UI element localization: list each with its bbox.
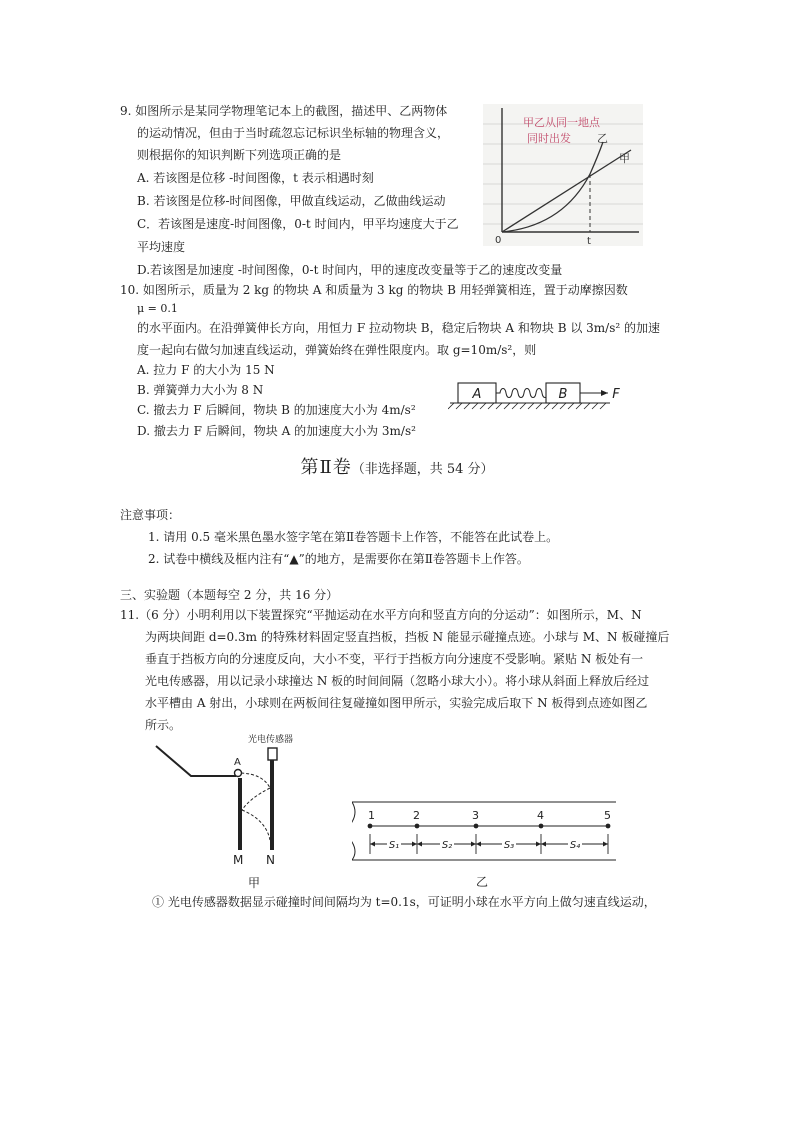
q11-stem-line-3: 垂直于挡板方向的分速度反向，大小不变，平行于挡板方向分速度不受影响。紧贴 N 板处有一 xyxy=(145,652,644,666)
q9-graph-photo xyxy=(483,104,643,246)
q11-stem-line-2: 为两块间距 d=0.3m 的特殊材料固定竖直挡板，挡板 N 能显示碰撞点迹。小球与 M、N 板碰撞后 xyxy=(145,630,670,644)
q10-option-d: D. 撤去力 F 后瞬间，物块 A 的加速度大小为 3m/s² xyxy=(137,424,416,438)
q9-option-c-cont: 平均速度 xyxy=(137,240,186,254)
q10-stem-line-1: 10. 如图所示，质量为 2 kg 的物块 A 和质量为 3 kg 的物块 B 用轻弹簧相连，置于动摩擦因数 xyxy=(120,283,628,297)
q11-fig-jia xyxy=(148,730,318,892)
q9-stem-line-1: 9. 如图所示是某同学物理笔记本上的截图，描述甲、乙两物体 xyxy=(120,104,448,118)
section-2-subtitle: （非选择题，共 54 分） xyxy=(351,462,494,477)
q9-stem-line-3: 则根据你的知识判断下列选项正确的是 xyxy=(137,148,342,162)
q11-stem-line-6: 所示。 xyxy=(145,718,182,732)
point-label-3: 3 xyxy=(472,809,479,822)
fig-jia-caption: 甲 xyxy=(248,876,261,890)
handwritten-note-line-1: 甲乙从同一地点 xyxy=(523,116,600,129)
fig-yi-caption: 乙 xyxy=(475,875,489,889)
point-label-4: 4 xyxy=(537,809,544,822)
segment-label-s2: S₂ xyxy=(441,840,453,851)
plate-n-label: N xyxy=(266,853,275,867)
t-label: t xyxy=(587,236,591,246)
q9-option-b: B. 若该图是位移-时间图像，甲做直线运动，乙做曲线运动 xyxy=(137,194,446,208)
section-2-heading: 第Ⅱ卷 xyxy=(300,457,352,478)
q9-option-a: A. 若该图是位移 -时间图像，t 表示相遇时刻 xyxy=(137,171,374,185)
trace-point-5 xyxy=(606,824,611,829)
force-arrow-head xyxy=(601,390,608,396)
paper-torn-edge xyxy=(352,802,355,860)
q10-blocks-figure xyxy=(448,380,628,412)
label-yi: 乙 xyxy=(597,132,608,145)
section-3-title: 三、实验题（本题每空 2 分，共 16 分） xyxy=(120,588,339,602)
photoelectric-sensor xyxy=(268,748,277,760)
ground-hatch xyxy=(448,403,606,409)
trace-point-4 xyxy=(539,824,544,829)
point-label-1: 1 xyxy=(368,809,375,822)
q9-option-d: D.若该图是加速度 -时间图像，0-t 时间内，甲的速度改变量等于乙的速度改变量 xyxy=(137,263,563,277)
segment-label-s1: S₁ xyxy=(388,840,400,851)
origin-label: 0 xyxy=(495,235,502,246)
point-label-2: 2 xyxy=(413,809,420,822)
notice-title: 注意事项： xyxy=(120,508,181,522)
notice-item-1: 1. 请用 0.5 毫米黑色墨水签字笔在第Ⅱ卷答题卡上作答，不能答在此试卷上。 xyxy=(148,530,559,544)
section-2-title xyxy=(0,453,794,479)
point-a-label: A xyxy=(234,757,241,768)
spring xyxy=(496,389,552,398)
q11-stem-line-4: 光电传感器，用以记录小球撞达 N 板的时间间隔（忽略小球大小）。将小球从斜面上释放后经过 xyxy=(145,674,650,688)
ball-at-a xyxy=(235,770,242,777)
q11-sub-question-1: ① 光电传感器数据显示碰撞时间间隔均为 t=0.1s，可证明小球在水平方向上做匀速直线运动， xyxy=(152,895,656,909)
segment-label-s4: S₄ xyxy=(569,840,581,851)
handwritten-note-line-2: 同时出发 xyxy=(527,132,571,145)
trace-point-3 xyxy=(474,824,479,829)
block-b-label: B xyxy=(558,387,568,402)
trace-point-2 xyxy=(415,824,420,829)
plate-m-label: M xyxy=(233,853,244,867)
incline-and-groove xyxy=(156,746,236,776)
point-label-5: 5 xyxy=(604,809,611,822)
q9-stem-line-2: 的运动情况，但由于当时疏忽忘记标识坐标轴的物理含义， xyxy=(137,126,450,140)
q10-option-b: B. 弹簧弹力大小为 8 N xyxy=(137,383,264,397)
q9-option-c: C．若该图是速度-时间图像，0-t 时间内，甲平均速度大于乙 xyxy=(137,217,459,231)
sensor-label: 光电传感器 xyxy=(248,735,294,745)
trajectory-1 xyxy=(241,773,270,788)
q10-option-c: C. 撤去力 F 后瞬间，物块 B 的加速度大小为 4m/s² xyxy=(137,403,416,417)
q11-fig-yi xyxy=(352,798,620,890)
notice-item-2: 2. 试卷中横线及框内注有“▲”的地方，是需要你在第Ⅱ卷答题卡上作答。 xyxy=(148,552,529,566)
trajectory-3 xyxy=(242,810,270,840)
q10-option-a: A. 拉力 F 的大小为 15 N xyxy=(137,363,275,377)
trace-point-1 xyxy=(368,824,373,829)
q10-stem-line-3: 度一起向右做匀加速直线运动，弹簧始终在弹性限度内。取 g=10m/s²，则 xyxy=(137,343,537,357)
trajectory-2 xyxy=(242,788,270,810)
block-a-label: A xyxy=(472,387,482,402)
q11-stem-line-5: 水平槽由 A 射出，小球则在两板间往复碰撞如图甲所示，实验完成后取下 N 板得到点迹如图乙 xyxy=(145,696,648,710)
label-jia: 甲 xyxy=(619,152,630,165)
q11-stem-line-1: 11.（6 分）小明利用以下装置探究“平抛运动在水平方向和竖直方向的分运动”：如图所示，M、N xyxy=(120,608,642,622)
force-label: F xyxy=(612,387,620,402)
segment-label-s3: S₃ xyxy=(503,840,515,851)
q10-stem-line-2: 的水平面内。在沿弹簧伸长方向，用恒力 F 拉动物块 B，稳定后物块 A 和物块 B 以 3m/s² 的加速 xyxy=(137,321,660,335)
q10-mu: μ = 0.1 xyxy=(137,302,178,315)
